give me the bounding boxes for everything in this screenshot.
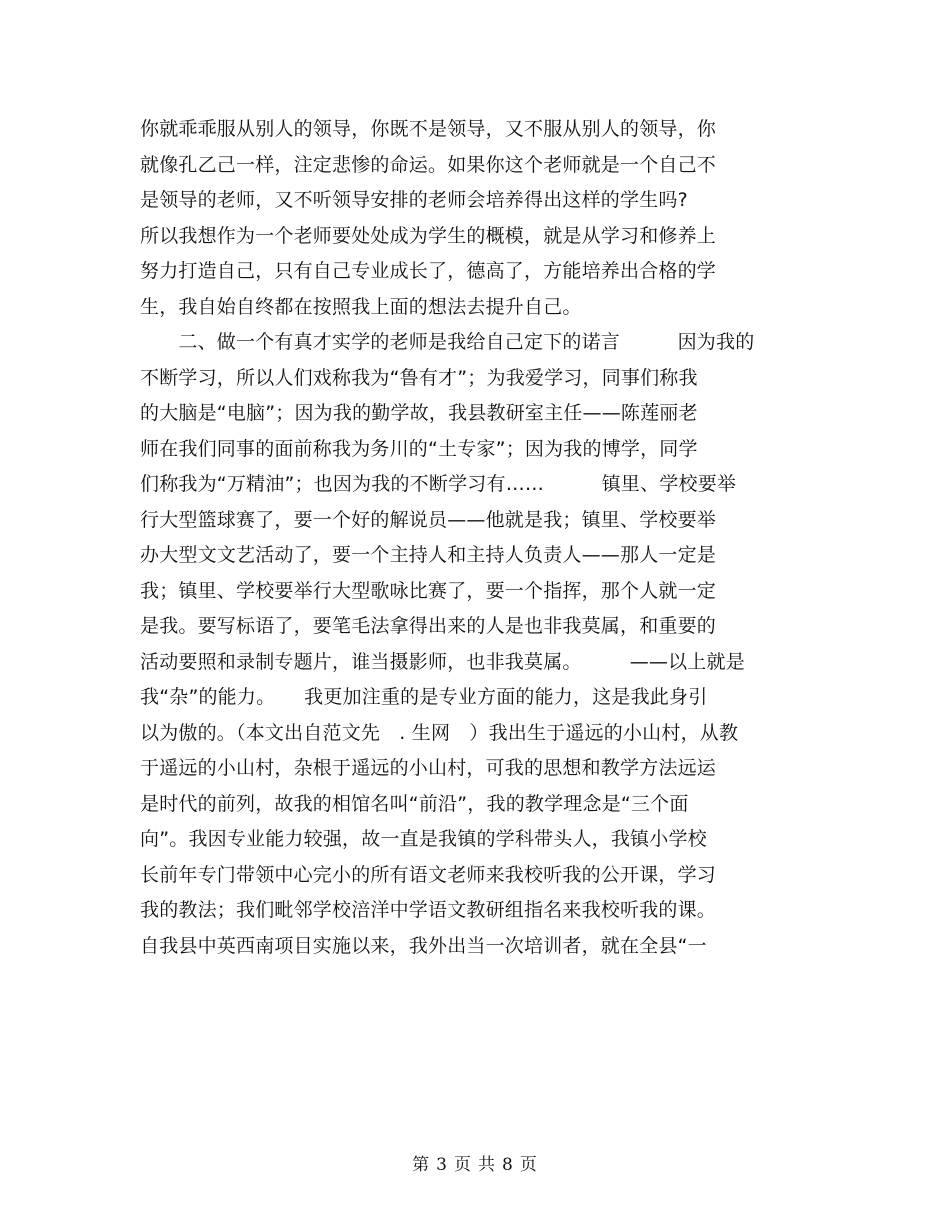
current-page-number: 3 xyxy=(436,1155,448,1175)
text-line: 努力打造自己，只有自己专业成长了，德高了，方能培养出合格的学 xyxy=(140,260,717,282)
text-line: 们称我为“万精油”；也因为我的不断学习有…… 镇里、学校要举 xyxy=(140,473,737,495)
footer-prefix: 第 xyxy=(412,1155,431,1175)
text-line: 就像孔乙己一样，注定悲惨的命运。如果你这个老师就是一个自己不 xyxy=(140,153,717,176)
text-line: 你就乖乖服从别人的领导，你既不是领导，又不服从别人的领导，你 xyxy=(140,118,717,140)
document-body xyxy=(140,112,800,964)
text-line: 自我县中英西南项目实施以来，我外出当一次培训者，就在全县“一 xyxy=(140,934,707,957)
text-line: 我；镇里、学校要举行大型歌咏比赛了，要一个指挥，那个人就一定 xyxy=(140,579,717,602)
footer-total-suffix: 页 xyxy=(519,1155,538,1175)
text-line: 活动要照和录制专题片，谁当摄影师，也非我莫属。 ——以上就是 xyxy=(140,650,745,673)
footer-page-word: 页 xyxy=(454,1155,472,1175)
text-line: 长前年专门带领中心完小的所有语文老师来我校听我的公开课，学习 xyxy=(140,863,717,886)
text-line: 师在我们同事的面前称我为务川的“土专家”；因为我的博学，同学 xyxy=(140,437,698,460)
text-line: 是时代的前列，故我的相馆名叫“前沿”，我的教学理念是“三个面 xyxy=(140,792,689,815)
text-line: 我的教法；我们毗邻学校涪洋中学语文教研组指名来我校听我的课。 xyxy=(140,899,717,921)
text-line: 生，我自始自终都在按照我上面的想法去提升自己。 xyxy=(140,295,582,318)
text-line: 向”。我因专业能力较强，故一直是我镇的学科带头人，我镇小学校 xyxy=(140,828,707,850)
page-footer xyxy=(0,1150,950,1175)
footer-total-prefix: 共 xyxy=(478,1155,496,1175)
text-line: 不断学习，所以人们戏称我为“鲁有才”；为我爱学习，同事们称我 xyxy=(140,366,698,389)
text-line: 是我。要写标语了，要笔毛法拿得出来的人是也非我莫属，和重要的 xyxy=(140,615,717,637)
text-line: 行大型篮球赛了，要一个好的解说员——他就是我；镇里、学校要举 xyxy=(140,508,717,531)
text-line: 办大型文文艺活动了，要一个主持人和主持人负责人——那人一定是 xyxy=(140,544,717,566)
text-line: 所以我想作为一个老师要处处成为学生的概模，就是从学习和修养上 xyxy=(140,224,717,247)
total-page-number: 8 xyxy=(502,1155,514,1175)
text-line: 以为傲的。（本文出自范文先 . 生网 ）我出生于遥远的小山村，从教 xyxy=(140,721,739,744)
text-line: 于遥远的小山村，杂根于遥远的小山村，可我的思想和教学方法远运 xyxy=(140,757,717,779)
text-line: 我“杂”的能力。 我更加注重的是专业方面的能力，这是我此身引 xyxy=(140,686,708,708)
text-line: 二、做一个有真才实学的老师是我给自己定下的诺言 因为我的 xyxy=(140,331,755,353)
text-line: 的大脑是“电脑”；因为我的勤学故，我县教研室主任——陈莲丽老 xyxy=(140,402,698,424)
text-line: 是领导的老师，又不听领导安排的老师会培养得出这样的学生吗? xyxy=(140,189,688,211)
